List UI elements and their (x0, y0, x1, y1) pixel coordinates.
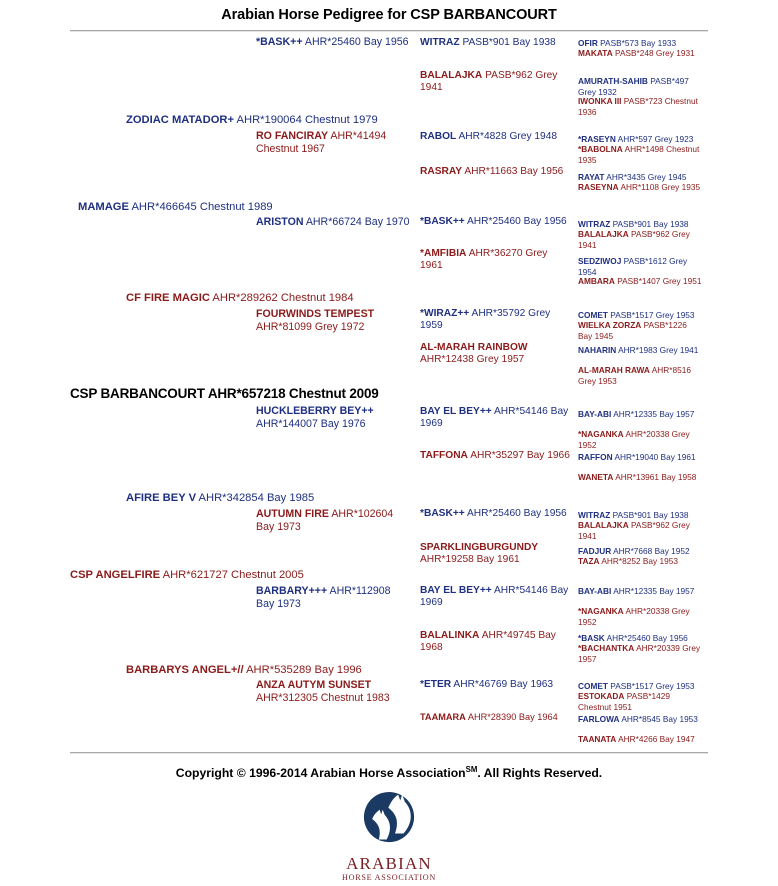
pedigree-entry: AUTUMN FIRE AHR*102604 Bay 1973 (256, 508, 394, 533)
pedigree-entry: IWONKA III PASB*723 Chestnut 1936 (578, 96, 698, 117)
pedigree-entry: *BASK++ AHR*25460 Bay 1956 (256, 36, 409, 48)
pedigree-entry: SPARKLINGBURGUNDY AHR*19258 Bay 1961 (420, 542, 539, 566)
pedigree-entry: *NAGANKA AHR*20338 Grey 1952 (578, 429, 690, 450)
pedigree-entry: BARBARY+++ AHR*112908 Bay 1973 (256, 585, 391, 610)
pedigree-entry: *NAGANKA AHR*20338 Grey 1952 (578, 606, 690, 627)
header-divider (70, 30, 708, 32)
footer-divider (70, 752, 708, 754)
pedigree-entry: BAY-ABI AHR*12335 Bay 1957 (578, 586, 695, 596)
pedigree-entry: BALALAJKA PASB*962 Grey 1941 (578, 520, 690, 541)
pedigree-entry: RASRAY AHR*11663 Bay 1956 (420, 166, 564, 177)
pedigree-entry: *ETER AHR*46769 Bay 1963 (420, 679, 554, 690)
pedigree-entry: *BABOLNA AHR*1498 Chestnut 1935 (578, 144, 700, 165)
pedigree-entry: ANZA AUTYM SUNSET AHR*312305 Chestnut 1983 (256, 679, 390, 704)
pedigree-entry: NAHARIN AHR*1983 Grey 1941 (578, 345, 699, 355)
pedigree-entry: OFIR PASB*573 Bay 1933 (578, 38, 677, 48)
copyright-text: Copyright © 1996-2014 Arabian Horse Association (175, 766, 466, 781)
subject-horse: CSP BARBANCOURT AHR*657218 Chestnut 2009 (70, 386, 379, 401)
pedigree-entry: AFIRE BEY V AHR*342854 Bay 1985 (126, 492, 315, 504)
pedigree-entry: BALALAJKA PASB*962 Grey 1941 (578, 229, 690, 250)
pedigree-entry: *BASK++ AHR*25460 Bay 1956 (420, 216, 567, 227)
pedigree-entry: MAKATA PASB*248 Grey 1931 (578, 48, 695, 58)
pedigree-entry: RASEYNA AHR*1108 Grey 1935 (578, 182, 701, 192)
pedigree-entry: WANETA AHR*13961 Bay 1958 (578, 472, 697, 482)
pedigree-entry: WITRAZ PASB*901 Bay 1938 (420, 37, 556, 48)
pedigree-entry: TAANATA AHR*4266 Bay 1947 (578, 734, 695, 744)
pedigree-entry: ZODIAC MATADOR+ AHR*190064 Chestnut 1979 (126, 114, 378, 126)
pedigree-entry: TAZA AHR*8252 Bay 1953 (578, 556, 678, 566)
pedigree-entry: COMET PASB*1517 Grey 1953 (578, 310, 695, 320)
pedigree-entry: BALALAJKA PASB*962 Grey 1941 (420, 70, 558, 94)
pedigree-entry: *RASEYN AHR*597 Grey 1923 (578, 134, 694, 144)
pedigree-entry: *AMFIBIA AHR*36270 Grey 1961 (420, 248, 548, 272)
pedigree-entry: FARLOWA AHR*8545 Bay 1953 (578, 714, 698, 724)
pedigree-entry: MAMAGE AHR*466645 Chestnut 1989 (78, 201, 273, 213)
pedigree-entry: *BASK AHR*25460 Bay 1956 (578, 633, 688, 643)
pedigree-entry: CF FIRE MAGIC AHR*289262 Chestnut 1984 (126, 292, 354, 304)
pedigree-entry: *WIRAZ++ AHR*35792 Grey 1959 (420, 308, 551, 332)
pedigree-entry: FADJUR AHR*7668 Bay 1952 (578, 546, 690, 556)
pedigree-entry: BAY-ABI AHR*12335 Bay 1957 (578, 409, 695, 419)
pedigree-entry: ARISTON AHR*66724 Bay 1970 (256, 216, 410, 228)
copyright-notice (0, 765, 778, 780)
copyright-text-tail: . All Rights Reserved. (477, 766, 603, 781)
horse-heads-circle-icon (356, 788, 422, 854)
pedigree-entry: COMET PASB*1517 Grey 1953 (578, 681, 695, 691)
pedigree-entry: TAFFONA AHR*35297 Bay 1966 (420, 450, 570, 461)
pedigree-entry: *BACHANTKA AHR*20339 Grey 1957 (578, 643, 701, 664)
service-mark: SM (465, 765, 478, 774)
pedigree-entry: BALALINKA AHR*49745 Bay 1968 (420, 630, 556, 654)
pedigree-entry: BAY EL BEY++ AHR*54146 Bay 1969 (420, 406, 569, 430)
pedigree-entry: WITRAZ PASB*901 Bay 1938 (578, 510, 689, 520)
pedigree-entry: AL-MARAH RAINBOW AHR*12438 Grey 1957 (420, 342, 528, 366)
pedigree-entry: TAAMARA AHR*28390 Bay 1964 (420, 712, 558, 722)
pedigree-entry: BAY EL BEY++ AHR*54146 Bay 1969 (420, 585, 569, 609)
pedigree-entry: BARBARYS ANGEL+// AHR*535289 Bay 1996 (126, 664, 362, 676)
pedigree-entry: SEDZIWOJ PASB*1612 Grey 1954 (578, 256, 688, 277)
pedigree-entry: CSP ANGELFIRE AHR*621727 Chestnut 2005 (70, 569, 304, 581)
arabian-horse-association-logo (339, 788, 439, 882)
pedigree-entry: WIELKA ZORZA PASB*1226 Bay 1945 (578, 320, 687, 341)
pedigree-entry: FOURWINDS TEMPEST AHR*81099 Grey 1972 (256, 308, 375, 333)
pedigree-entry: HUCKLEBERRY BEY++ AHR*144007 Bay 1976 (256, 405, 374, 430)
pedigree-entry: *BASK++ AHR*25460 Bay 1956 (420, 508, 567, 519)
pedigree-entry: RABOL AHR*4828 Grey 1948 (420, 131, 558, 142)
logo-wordmark: ARABIAN (346, 854, 432, 873)
pedigree-entry: RAYAT AHR*3435 Grey 1945 (578, 172, 687, 182)
pedigree-entry: WITRAZ PASB*901 Bay 1938 (578, 219, 689, 229)
pedigree-entry: RAFFON AHR*19040 Bay 1961 (578, 452, 696, 462)
pedigree-entry: AMURATH-SAHIB PASB*497 Grey 1932 (578, 76, 689, 97)
pedigree-entry: RO FANCIRAY AHR*41494 Chestnut 1967 (256, 130, 387, 155)
pedigree-entry: AMBARA PASB*1407 Grey 1951 (578, 276, 702, 286)
logo-subtitle: HORSE ASSOCIATION (341, 873, 436, 882)
page-title: Arabian Horse Pedigree for CSP BARBANCOURT (221, 7, 557, 23)
pedigree-entry: AL-MARAH RAWA AHR*8516 Grey 1953 (578, 365, 691, 386)
pedigree-entry: ESTOKADA PASB*1429 Chestnut 1951 (578, 691, 670, 712)
